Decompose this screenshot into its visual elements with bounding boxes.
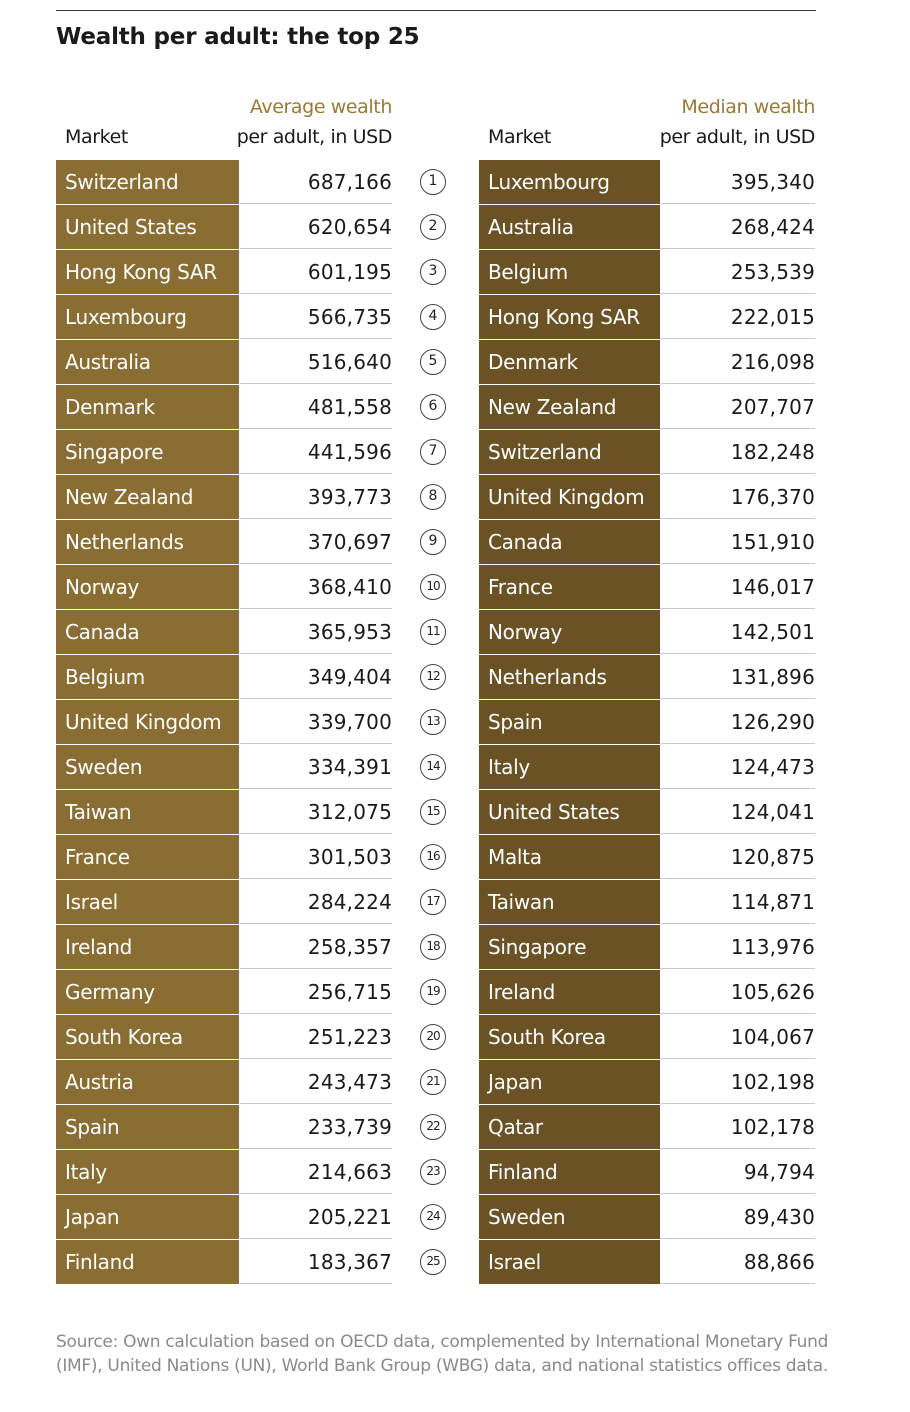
median-market-name: Australia	[479, 205, 660, 249]
median-market-name: Taiwan	[479, 880, 660, 924]
average-wealth-value: 620,654	[240, 205, 392, 249]
average-wealth-value: 301,503	[240, 835, 392, 879]
median-market-name: Italy	[479, 745, 660, 789]
average-market-name: Taiwan	[56, 790, 239, 834]
average-wealth-value: 339,700	[240, 700, 392, 744]
average-wealth-value: 312,075	[240, 790, 392, 834]
median-market-name: Norway	[479, 610, 660, 654]
median-market-name: Israel	[479, 1240, 660, 1284]
source-note: Source: Own calculation based on OECD data, complemented by International Monetary Fund (IMF), United Nations (UN), World Bank Group (WBG) data, and national statistics offices data.	[56, 1332, 829, 1376]
average-wealth-value: 349,404	[240, 655, 392, 699]
rank-badge: 9	[420, 529, 446, 555]
average-wealth-value: 243,473	[240, 1060, 392, 1104]
median-wealth-value: 222,015	[661, 295, 815, 339]
table-row	[0, 160, 910, 205]
median-market-name: Belgium	[479, 250, 660, 294]
table-row	[0, 250, 910, 295]
average-market-name: Norway	[56, 565, 239, 609]
average-wealth-value: 183,367	[240, 1240, 392, 1284]
table-row	[0, 655, 910, 700]
rank-badge: 7	[420, 439, 446, 465]
median-market-name: Switzerland	[479, 430, 660, 474]
median-wealth-value: 94,794	[661, 1150, 815, 1194]
median-market-name: Canada	[479, 520, 660, 564]
median-market-name: France	[479, 565, 660, 609]
table-row	[0, 520, 910, 565]
rank-badge: 21	[420, 1069, 446, 1095]
average-market-name: Singapore	[56, 430, 239, 474]
median-wealth-value: 395,340	[661, 160, 815, 204]
table-row	[0, 970, 910, 1015]
rank-badge: 20	[420, 1024, 446, 1050]
average-market-name: Luxembourg	[56, 295, 239, 339]
median-wealth-value: 182,248	[661, 430, 815, 474]
rank-badge: 22	[420, 1114, 446, 1140]
table-row	[0, 475, 910, 520]
average-wealth-value: 370,697	[240, 520, 392, 564]
median-market-name: Luxembourg	[479, 160, 660, 204]
median-market-name: Malta	[479, 835, 660, 879]
average-wealth-value: 601,195	[240, 250, 392, 294]
median-market-name: United States	[479, 790, 660, 834]
rank-badge: 23	[420, 1159, 446, 1185]
table-row	[0, 745, 910, 790]
average-wealth-value: 256,715	[240, 970, 392, 1014]
median-wealth-value: 114,871	[661, 880, 815, 924]
median-wealth-value: 120,875	[661, 835, 815, 879]
average-wealth-value: 441,596	[240, 430, 392, 474]
median-wealth-value: 253,539	[661, 250, 815, 294]
average-wealth-value: 251,223	[240, 1015, 392, 1059]
average-market-name: New Zealand	[56, 475, 239, 519]
average-market-name: Austria	[56, 1060, 239, 1104]
median-market-name: Netherlands	[479, 655, 660, 699]
table-row	[0, 1195, 910, 1240]
rank-badge: 16	[420, 844, 446, 870]
average-wealth-value: 334,391	[240, 745, 392, 789]
rank-badge: 2	[420, 214, 446, 240]
median-wealth-value: 151,910	[661, 520, 815, 564]
average-market-name: Sweden	[56, 745, 239, 789]
table-row	[0, 1240, 910, 1285]
average-market-name: United Kingdom	[56, 700, 239, 744]
table-row	[0, 295, 910, 340]
median-wealth-value: 105,626	[661, 970, 815, 1014]
median-wealth-value: 124,473	[661, 745, 815, 789]
median-market-name: United Kingdom	[479, 475, 660, 519]
right-metric-header	[555, 92, 815, 152]
average-market-name: Israel	[56, 880, 239, 924]
average-wealth-value: 284,224	[240, 880, 392, 924]
median-wealth-value: 131,896	[661, 655, 815, 699]
median-wealth-value: 126,290	[661, 700, 815, 744]
rank-badge: 5	[420, 349, 446, 375]
rank-badge: 6	[420, 394, 446, 420]
average-market-name: Netherlands	[56, 520, 239, 564]
table-row	[0, 1060, 910, 1105]
table-row	[0, 835, 910, 880]
average-wealth-value: 214,663	[240, 1150, 392, 1194]
top-rule	[56, 10, 816, 11]
median-wealth-value: 268,424	[661, 205, 815, 249]
median-wealth-value: 146,017	[661, 565, 815, 609]
table-row	[0, 1015, 910, 1060]
average-wealth-value: 481,558	[240, 385, 392, 429]
average-market-name: Ireland	[56, 925, 239, 969]
rank-badge: 19	[420, 979, 446, 1005]
right-metric-header-line2: per adult, in USD	[659, 126, 815, 148]
rank-badge: 12	[420, 664, 446, 690]
rank-badge: 8	[420, 484, 446, 510]
average-wealth-value: 393,773	[240, 475, 392, 519]
average-market-name: Australia	[56, 340, 239, 384]
average-market-name: Hong Kong SAR	[56, 250, 239, 294]
rank-badge: 24	[420, 1204, 446, 1230]
median-wealth-value: 124,041	[661, 790, 815, 834]
average-wealth-value: 258,357	[240, 925, 392, 969]
median-wealth-value: 104,067	[661, 1015, 815, 1059]
average-market-name: United States	[56, 205, 239, 249]
rank-badge: 18	[420, 934, 446, 960]
median-wealth-value: 88,866	[661, 1240, 815, 1284]
average-wealth-value: 368,410	[240, 565, 392, 609]
average-market-name: Canada	[56, 610, 239, 654]
table-row	[0, 700, 910, 745]
average-market-name: Japan	[56, 1195, 239, 1239]
rank-badge: 14	[420, 754, 446, 780]
average-market-name: Spain	[56, 1105, 239, 1149]
table-row	[0, 385, 910, 430]
median-market-name: Finland	[479, 1150, 660, 1194]
rank-badge: 10	[420, 574, 446, 600]
table-row	[0, 430, 910, 475]
median-wealth-value: 113,976	[661, 925, 815, 969]
table-row	[0, 205, 910, 250]
median-market-name: Sweden	[479, 1195, 660, 1239]
median-market-name: Spain	[479, 700, 660, 744]
median-market-name: Hong Kong SAR	[479, 295, 660, 339]
average-market-name: Italy	[56, 1150, 239, 1194]
rank-badge: 1	[420, 169, 446, 195]
average-market-name: Germany	[56, 970, 239, 1014]
average-wealth-value: 516,640	[240, 340, 392, 384]
right-market-header: Market	[488, 126, 551, 148]
right-metric-header-line1: Median wealth	[681, 96, 815, 118]
median-market-name: New Zealand	[479, 385, 660, 429]
rank-badge: 11	[420, 619, 446, 645]
median-wealth-value: 176,370	[661, 475, 815, 519]
rank-badge: 4	[420, 304, 446, 330]
median-wealth-value: 216,098	[661, 340, 815, 384]
average-market-name: South Korea	[56, 1015, 239, 1059]
rank-badge: 15	[420, 799, 446, 825]
left-metric-header-line2: per adult, in USD	[236, 126, 392, 148]
median-wealth-value: 142,501	[661, 610, 815, 654]
left-metric-header	[132, 92, 392, 152]
average-market-name: Finland	[56, 1240, 239, 1284]
table-row	[0, 790, 910, 835]
median-wealth-value: 89,430	[661, 1195, 815, 1239]
average-wealth-value: 365,953	[240, 610, 392, 654]
average-market-name: France	[56, 835, 239, 879]
median-market-name: Qatar	[479, 1105, 660, 1149]
median-wealth-value: 102,198	[661, 1060, 815, 1104]
median-market-name: Singapore	[479, 925, 660, 969]
average-wealth-value: 566,735	[240, 295, 392, 339]
average-wealth-value: 205,221	[240, 1195, 392, 1239]
median-market-name: Denmark	[479, 340, 660, 384]
table-row	[0, 565, 910, 610]
median-market-name: Ireland	[479, 970, 660, 1014]
rank-badge: 13	[420, 709, 446, 735]
table-row	[0, 925, 910, 970]
average-market-name: Switzerland	[56, 160, 239, 204]
rank-badge: 3	[420, 259, 446, 285]
median-wealth-value: 207,707	[661, 385, 815, 429]
left-metric-header-line1: Average wealth	[249, 96, 392, 118]
median-wealth-value: 102,178	[661, 1105, 815, 1149]
median-market-name: South Korea	[479, 1015, 660, 1059]
median-market-name: Japan	[479, 1060, 660, 1104]
rank-badge: 17	[420, 889, 446, 915]
table-row	[0, 1150, 910, 1195]
table-row	[0, 340, 910, 385]
left-market-header: Market	[65, 126, 128, 148]
average-wealth-value: 233,739	[240, 1105, 392, 1149]
table-row	[0, 880, 910, 925]
average-wealth-value: 687,166	[240, 160, 392, 204]
table-row	[0, 610, 910, 655]
rank-badge: 25	[420, 1249, 446, 1275]
average-market-name: Belgium	[56, 655, 239, 699]
chart-title: Wealth per adult: the top 25	[56, 24, 420, 50]
average-market-name: Denmark	[56, 385, 239, 429]
table-row	[0, 1105, 910, 1150]
